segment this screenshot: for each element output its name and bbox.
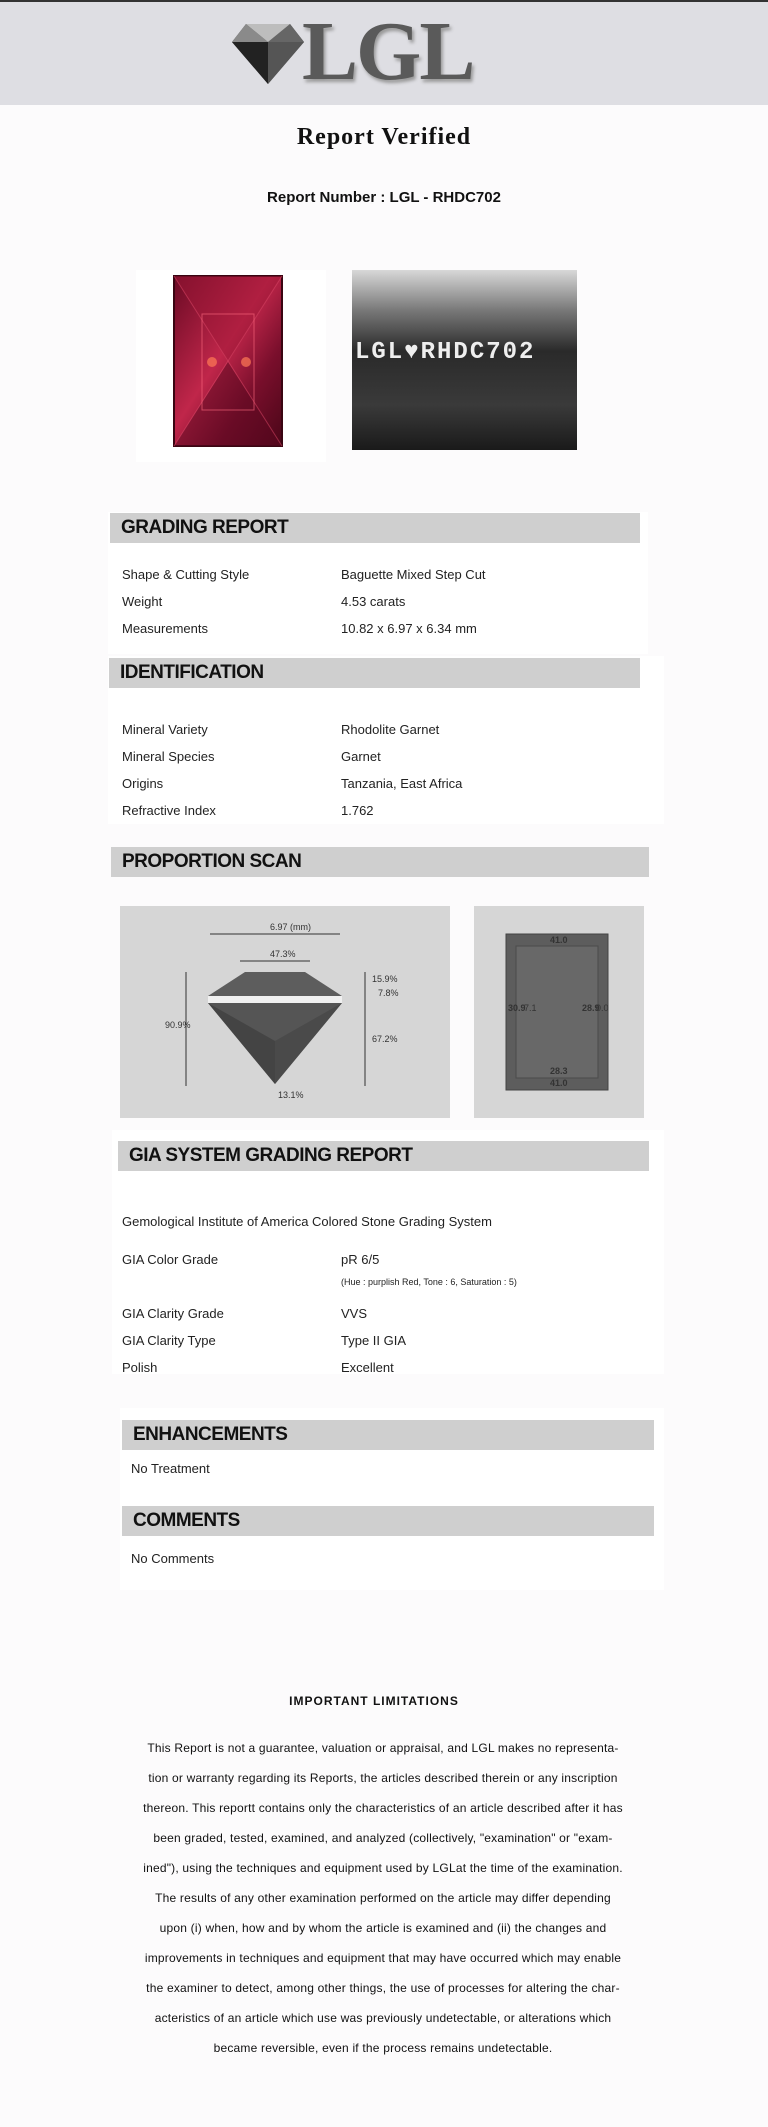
grading-label-shape: Shape & Cutting Style — [122, 567, 250, 582]
side-view-diagram — [120, 906, 450, 1118]
ident-label-variety: Mineral Variety — [122, 722, 208, 737]
gia-value-clarity-type: Type II GIA — [341, 1333, 407, 1348]
left-value: 30.9 — [508, 1003, 526, 1013]
grading-label-measurements: Measurements — [122, 621, 208, 636]
top-value: 41.0 — [550, 935, 568, 945]
crown-pct: 15.9% — [372, 974, 398, 984]
proportion-heading: PROPORTION SCAN — [111, 847, 649, 877]
ident-label-ri: Refractive Index — [122, 803, 216, 818]
limitations-line: This Report is not a guarantee, valuation or appraisal, and LGL makes no representa- — [147, 1741, 619, 1755]
ident-label-species: Mineral Species — [122, 749, 215, 764]
grading-label-weight: Weight — [122, 594, 163, 609]
limitations-line: upon (i) when, how and by whom the article is examined and (ii) the changes and — [159, 1921, 607, 1935]
ident-value-species: Garnet — [341, 749, 381, 764]
width-label: 6.97 (mm) — [270, 922, 312, 932]
inscription-image — [352, 270, 577, 450]
enhancements-text: No Treatment — [131, 1461, 210, 1476]
limitations-line: The results of any other examination performed on the article may differ depending — [155, 1891, 611, 1905]
page-title: Report Verified — [296, 124, 472, 150]
logo-text: LGL — [302, 5, 474, 98]
right-value-2: 0.0 — [596, 1003, 609, 1013]
gia-color-note: (Hue : purplish Red, Tone : 6, Saturation : 5) — [341, 1277, 517, 1287]
gia-label-polish: Polish — [122, 1360, 158, 1375]
inscription-text: LGL♥RHDC702 — [355, 339, 536, 366]
lgl-logo[interactable] — [232, 5, 492, 98]
ident-value-origins: Tanzania, East Africa — [341, 776, 463, 791]
limitations-line: been graded, tested, examined, and analyzed (collectively, "examination" or "exam- — [153, 1831, 613, 1845]
depth-pct: 90.9% — [165, 1020, 191, 1030]
table-pct: 47.3% — [270, 949, 296, 959]
gia-label-clarity-grade: GIA Clarity Grade — [122, 1306, 224, 1321]
limitations-line: acteristics of an article which use was previously undetectable, or alterations which — [154, 2011, 612, 2025]
ident-value-ri: 1.762 — [341, 803, 374, 818]
limitations-heading: IMPORTANT LIMITATIONS — [289, 1694, 459, 1708]
gia-color-value: pR 6/5 — [341, 1252, 380, 1267]
gem-photo — [136, 270, 326, 462]
limitations-line: thereon. This reportt contains only the characteristics of an article described after it has — [143, 1801, 623, 1815]
gia-color-label: GIA Color Grade — [122, 1252, 219, 1267]
limitations-line: tion or warranty regarding its Reports, the articles described therein or any inscription — [148, 1771, 618, 1785]
comments-heading: COMMENTS — [122, 1506, 654, 1536]
gia-heading: GIA SYSTEM GRADING REPORT — [118, 1141, 649, 1171]
limitations-line: the examiner to detect, among other things, the use of processes for altering the char- — [146, 1981, 620, 1995]
left-value-2: 7.1 — [524, 1003, 537, 1013]
limitations-line: improvements in techniques and equipment that may have occurred which may enable — [144, 1951, 622, 1965]
gia-value-polish: Excellent — [341, 1360, 394, 1375]
pavilion-pct: 67.2% — [372, 1034, 398, 1044]
bottom-value-1: 28.3 — [550, 1066, 568, 1076]
page-header — [0, 0, 768, 105]
enhancements-heading: ENHANCEMENTS — [122, 1420, 654, 1450]
ident-value-variety: Rhodolite Garnet — [341, 722, 440, 737]
gia-subtitle: Gemological Institute of America Colored Stone Grading System — [122, 1214, 492, 1229]
proportion-side-view — [120, 906, 450, 1118]
grading-heading: GRADING REPORT — [110, 513, 640, 543]
grading-value-shape: Baguette Mixed Step Cut — [341, 567, 486, 582]
grading-value-measurements: 10.82 x 6.97 x 6.34 mm — [341, 621, 477, 636]
comments-text: No Comments — [131, 1551, 215, 1566]
gem-image — [172, 274, 284, 450]
ident-label-origins: Origins — [122, 776, 164, 791]
limitations-line: ined"), using the techniques and equipment used by LGLat the time of the examination. — [143, 1861, 623, 1875]
culet-pct: 13.1% — [278, 1090, 304, 1100]
limitations-text — [118, 1733, 648, 2063]
bottom-value-2: 41.0 — [550, 1078, 568, 1088]
girdle-pct: 7.8% — [378, 988, 399, 998]
gia-label-clarity-type: GIA Clarity Type — [122, 1333, 216, 1348]
identification-heading: IDENTIFICATION — [109, 658, 640, 688]
gia-value-clarity-grade: VVS — [341, 1306, 368, 1321]
right-value: 28.9 — [582, 1003, 600, 1013]
grading-value-weight: 4.53 carats — [341, 594, 406, 609]
report-number: Report Number : LGL - RHDC702 — [267, 189, 501, 206]
limitations-line: became reversible, even if the process remains undetectable. — [213, 2041, 553, 2055]
proportion-top-view — [474, 906, 644, 1118]
inscription-photo — [352, 270, 577, 450]
diamond-icon — [232, 22, 304, 84]
